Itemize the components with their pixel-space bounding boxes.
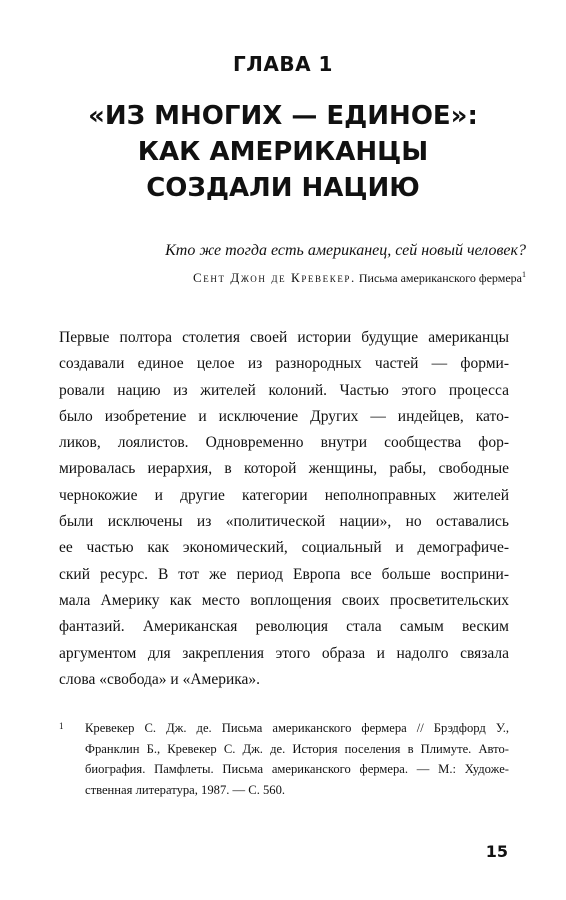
chapter-title-line: «ИЗ МНОГИХ — ЕДИНОЕ»: (88, 101, 478, 131)
paragraph-line: было изобретение и исключение Других — индейцев, като- (59, 407, 509, 425)
footnote (59, 718, 509, 800)
chapter-title-line: КАК АМЕРИКАНЦЫ (137, 137, 429, 167)
paragraph-line: аргументом для закрепления этого образа и надолго связала (59, 644, 509, 662)
epigraph-author: Сент Джон де Кревекер. (192, 270, 356, 285)
footnote-marker: 1 (59, 721, 64, 731)
paragraph-line: ликов, лоялистов. Одновременно внутри сообщества фор- (59, 434, 509, 452)
chapter-label: ГЛАВА 1 (233, 52, 333, 76)
paragraph-line: Первые полтора столетия своей истории будущие американцы (59, 329, 509, 346)
paragraph-line: мировалась иерархия, в которой женщины, рабы, свободные (59, 460, 509, 478)
epigraph-source (40, 265, 526, 288)
chapter-title (0, 98, 566, 206)
paragraph-line: мала Америку как место воплощения своих просветительских (59, 591, 509, 609)
footnote-line: Кревекер С. Дж. де. Письма американского фермера // Брэдфорд У., (85, 721, 509, 735)
epigraph-quote: Кто же тогда есть американец, сей новый человек? (165, 242, 526, 259)
paragraph-line: слова «свобода» и «Америка». (59, 670, 261, 688)
paragraph-line: ский ресурс. В тот же период Европа все больше восприни- (59, 565, 509, 583)
paragraph-line: чернокожие и другие категории неполноправных жителей (59, 486, 509, 504)
body-paragraph (59, 325, 509, 693)
page-number: 15 (485, 842, 508, 861)
footnote-text (85, 718, 509, 800)
footnote-line: Франклин Б., Кревекер С. Дж. де. История поселения в Плимуте. Авто- (85, 741, 509, 756)
footnote-reference[interactable]: 1 (522, 270, 526, 279)
footnote-line: биография. Памфлеты. Письма американского фермера. — М.: Художе- (85, 762, 509, 776)
chapter-title-line: СОЗДАЛИ НАЦИЮ (146, 173, 420, 203)
paragraph-line: ее частью как экономический, социальный и демографиче- (59, 539, 509, 557)
footnote-line: ственная литература, 1987. — С. 560. (85, 782, 286, 797)
paragraph-line: фантазий. Американская революция стала самым веским (59, 618, 509, 636)
paragraph-line: были исключены из «политической нации», но оставались (59, 513, 509, 531)
paragraph-line: создавали единое целое из разнородных частей — форми- (59, 355, 509, 373)
epigraph (40, 240, 526, 288)
paragraph-line: ровали нацию из жителей колоний. Частью этого процесса (59, 381, 509, 399)
epigraph-work: Письма американского фермера (358, 271, 522, 285)
